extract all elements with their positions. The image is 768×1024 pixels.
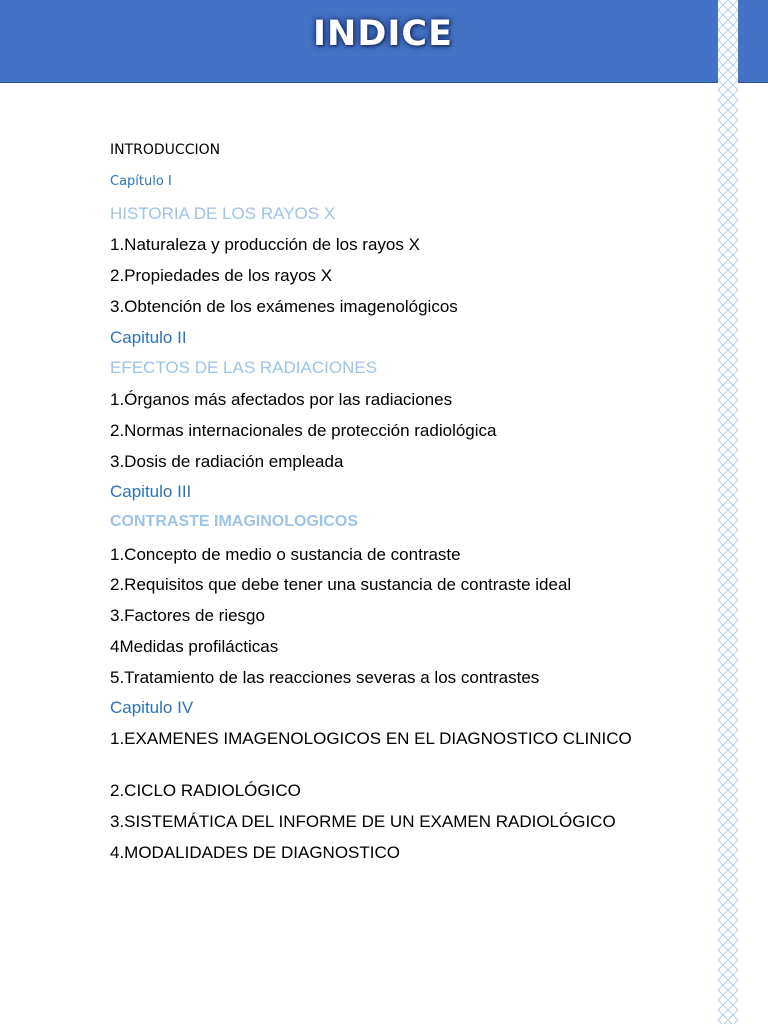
toc-item[interactable]: 3.Obtención de los exámenes imagenológicos (110, 297, 458, 316)
toc-chapter-4-label[interactable]: Capitulo IV (110, 698, 194, 717)
toc-item[interactable]: 1.Naturaleza y producción de los rayos X (110, 235, 420, 254)
toc-item[interactable]: 1.EXAMENES IMAGENOLOGICOS EN EL DIAGNOSTICO CLINICO (110, 729, 632, 748)
toc-item[interactable]: 4.MODALIDADES DE DIAGNOSTICO (110, 843, 400, 862)
toc-item[interactable]: 2.Requisitos que debe tener una sustancia de contraste ideal (110, 575, 572, 594)
toc-chapter-1-title[interactable]: HISTORIA DE LOS RAYOS X (110, 204, 336, 223)
toc-chapter-2-label[interactable]: Capitulo II (110, 328, 187, 347)
toc-item[interactable]: 1.Órganos más afectados por las radiaciones (110, 390, 453, 409)
toc-chapter-3-label[interactable]: Capitulo III (110, 482, 192, 501)
toc-item[interactable]: 4Medidas profilácticas (110, 637, 279, 656)
toc-item[interactable]: 5.Tratamiento de las reacciones severas a los contrastes (110, 668, 540, 687)
toc-item[interactable]: 3.Dosis de radiación empleada (110, 452, 344, 471)
toc-chapter-3-title[interactable]: CONTRASTE IMAGINOLOGICOS (110, 513, 358, 530)
toc-item[interactable]: 3.Factores de riesgo (110, 606, 265, 625)
toc-chapter-1-label[interactable]: Capítulo I (110, 174, 172, 189)
decorative-border-pattern (716, 0, 740, 1024)
toc-item[interactable]: 2.CICLO RADIOLÓGICO (110, 781, 301, 800)
toc-item[interactable]: 1.Concepto de medio o sustancia de contraste (110, 545, 461, 564)
toc-item[interactable]: 3.SISTEMÁTICA DEL INFORME DE UN EXAMEN RADIOLÓGICO (110, 812, 616, 831)
toc-introduction[interactable]: INTRODUCCION (110, 142, 221, 158)
toc-chapter-2-title[interactable]: EFECTOS DE LAS RADIACIONES (110, 358, 378, 377)
page-title: INDICE (313, 14, 453, 54)
toc-item[interactable]: 2.Propiedades de los rayos X (110, 266, 333, 285)
toc-item[interactable]: 2.Normas internacionales de protección radiológica (110, 421, 497, 440)
